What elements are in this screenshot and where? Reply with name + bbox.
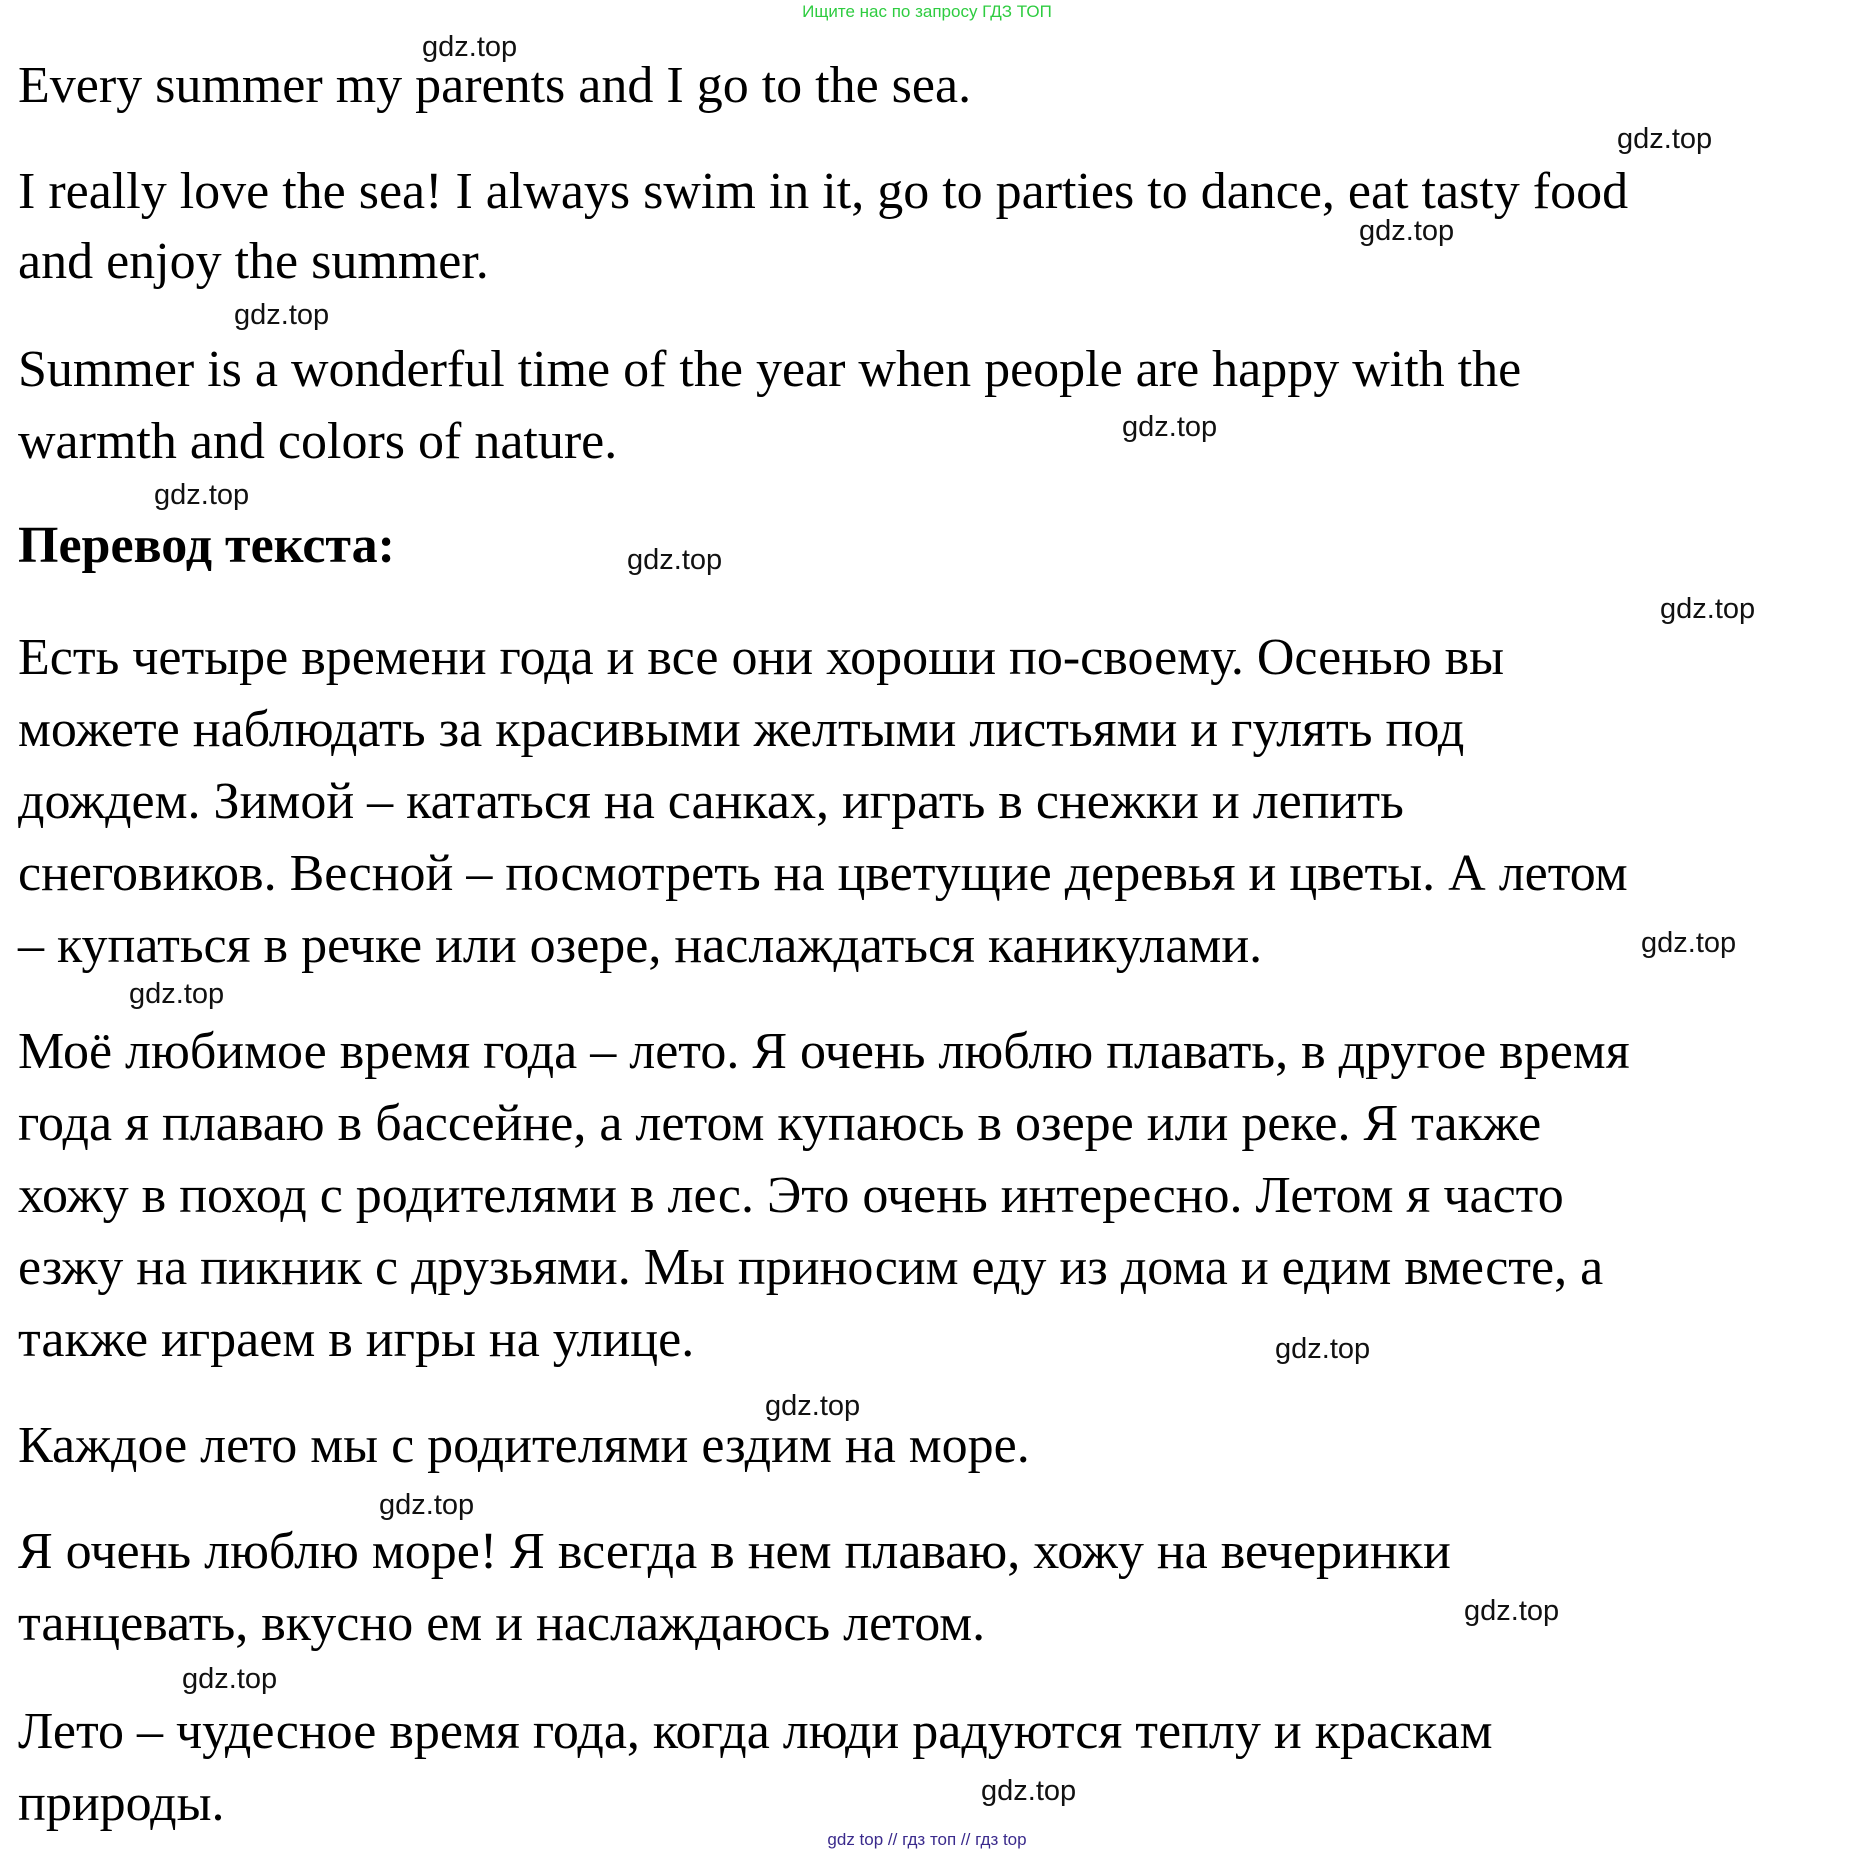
russian-line: – купаться в речке или озере, наслаждаться каникулами. — [18, 917, 1263, 974]
top-search-note: Ищите нас по запросу ГДЗ ТОП — [802, 2, 1052, 21]
watermark: gdz.top — [234, 299, 330, 331]
english-line: Summer is a wonderful time of the year when people are happy with the — [18, 341, 1522, 398]
russian-line: можете наблюдать за красивыми желтыми листьями и гулять под — [18, 701, 1465, 758]
watermark: gdz.top — [1641, 927, 1737, 959]
watermark: gdz.top — [379, 1489, 475, 1521]
english-line: Every summer my parents and I go to the sea. — [18, 57, 972, 114]
watermark: gdz.top — [1359, 215, 1455, 247]
russian-line: хожу в поход с родителями в лес. Это очень интересно. Летом я часто — [18, 1167, 1564, 1224]
watermark: gdz.top — [1660, 593, 1756, 625]
russian-line: дождем. Зимой – кататься на санках, играть в снежки и лепить — [18, 773, 1404, 830]
russian-line: также играем в игры на улице. — [18, 1311, 695, 1368]
english-line: and enjoy the summer. — [18, 233, 489, 290]
translation-heading: Перевод текста: — [18, 517, 395, 574]
watermark: gdz.top — [1617, 123, 1713, 155]
watermark: gdz.top — [981, 1775, 1077, 1807]
russian-line: танцевать, вкусно ем и наслаждаюсь летом. — [18, 1595, 986, 1652]
russian-line: Я очень люблю море! Я всегда в нем плаваю, хожу на вечеринки — [18, 1523, 1451, 1580]
watermark: gdz.top — [627, 544, 723, 576]
watermark: gdz.top — [129, 978, 225, 1010]
watermark: gdz.top — [182, 1663, 278, 1695]
russian-line: Есть четыре времени года и все они хороши по-своему. Осенью вы — [18, 629, 1505, 686]
footer-note: gdz top // гдз топ // гдз top — [827, 1830, 1027, 1849]
russian-line: снеговиков. Весной – посмотреть на цветущие деревья и цветы. А летом — [18, 845, 1628, 902]
russian-line: года я плаваю в бассейне, а летом купаюсь в озере или реке. Я также — [18, 1095, 1542, 1152]
watermark: gdz.top — [765, 1390, 861, 1422]
english-line: I really love the sea! I always swim in it, go to parties to dance, eat tasty food — [18, 163, 1629, 220]
watermark: gdz.top — [154, 479, 250, 511]
watermark: gdz.top — [422, 31, 518, 63]
english-line: warmth and colors of nature. — [18, 413, 618, 470]
russian-line: Моё любимое время года – лето. Я очень люблю плавать, в другое время — [18, 1023, 1630, 1080]
watermark: gdz.top — [1275, 1333, 1371, 1365]
watermark: gdz.top — [1464, 1595, 1560, 1627]
russian-line: езжу на пикник с друзьями. Мы приносим еду из дома и едим вместе, а — [18, 1239, 1604, 1296]
russian-line: Лето – чудесное время года, когда люди радуются теплу и краскам — [18, 1703, 1493, 1760]
russian-line: Каждое лето мы с родителями ездим на море. — [18, 1417, 1030, 1474]
watermark: gdz.top — [1122, 411, 1218, 443]
russian-line: природы. — [18, 1775, 225, 1832]
